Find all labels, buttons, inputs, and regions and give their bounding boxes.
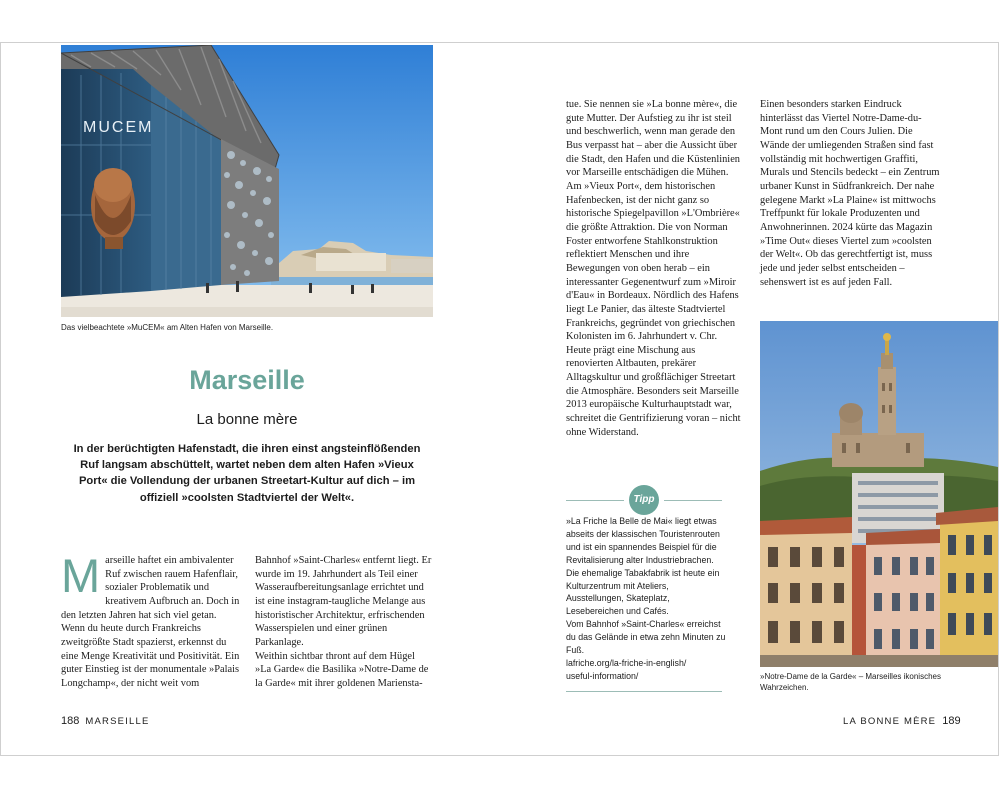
tip-paragraph-1: »La Friche la Belle de Mai« liegt etwas abseits der klassischen Touristenrouten und ist ein spannendes Beispiel für die Revitalisierung alter Industriebrachen. Die ehemalige Tabakfabrik ist heute ein Kulturzentrum mit Ateliers, Ausstellungen, Skateplatz, Lesebereichen und Cafés. xyxy=(566,516,720,617)
left-running-head: MARSEILLE xyxy=(85,716,150,727)
right-running-head: LA BONNE MÈRE xyxy=(843,716,937,727)
body-column-2-paragraph-1: Bahnhof »Saint-Charles« entfernt liegt. Er wurde im 19. Jahrhundert als Teil einer Wasseraufbereitungsanlage errichtet und ist eine instagram-taugliche Melange aus historistischer Architektur, erfrischenden Wasserspielen und einer grünen Parkanlage. xyxy=(255,555,432,648)
book-spread xyxy=(0,42,999,756)
body-column-1-text: arseille haftet ein ambivalenter Ruf zwischen rauem Hafenflair, sozialer Problematik und kreativem Aufbruch an. Doch in den letzten Jahren hat sich viel getan. Wenn du heute durch Frankreichs zweitgrößte Stadt spazierst, erkennst du eine Menge Kreativität und Positivität. Ein guter Einstieg ist der monumentale »Palais Longchamp«, der nicht weit vom xyxy=(61,555,240,689)
tip-rule-left xyxy=(566,500,624,501)
notre-dame-illustration xyxy=(760,321,998,667)
mucem-photo xyxy=(61,45,433,317)
right-folio xyxy=(843,715,967,727)
tip-rule-right xyxy=(664,500,722,501)
notre-dame-photo-caption: »Notre-Dame de la Garde« – Marseilles ikonisches Wahrzeichen. xyxy=(760,672,941,692)
chapter-intro: In der berüchtigten Hafenstadt, die ihren einst angsteinflößenden Ruf langsam abschüttelt, wartet neben dem alten Hafen »Vieux Port« die Vollendung der urbanen Streetart-Kultur auf dich – im offiziell »coolsten Stadtviertel der Welt«. xyxy=(73,443,421,504)
drop-cap: M xyxy=(61,549,101,602)
body-column-4-paragraph: Einen besonders starken Eindruck hinterlässt das Viertel Notre-Dame-du-Mont rund um den Cours Julien. Die Wände der umliegenden Straßen sind fast vollständig mit hochwertigen Graffiti, Murals und Stencils bedeckt – ein Zentrum urbaner Kunst in Südfrankreich. Der nahe gelegene Markt »La Plaine« ist mittwochs Treffpunkt für lokale Produzenten und Anwohnerinnen. 2024 kürte das Magazin »Time Out« dieses Viertel zum »coolsten der Welt«. Ob das gerechtfertigt ist, muss jede und jeder selbst entscheiden – sehenswert ist es auf jeden Fall. xyxy=(760,99,940,288)
right-page-number: 189 xyxy=(942,715,961,727)
mucem-photo-caption: Das vielbeachtete »MuCEM« am Alten Hafen von Marseille. xyxy=(61,323,274,332)
tip-box-text xyxy=(566,515,726,683)
museum-sign: MUCEM xyxy=(83,119,154,136)
tip-link-line-1: lafriche.org/la-friche-in-english/ xyxy=(566,657,687,668)
notre-dame-photo xyxy=(760,321,998,667)
body-column-3 xyxy=(566,98,744,439)
left-page-number: 188 xyxy=(61,715,80,727)
chapter-title: Marseille xyxy=(189,365,305,395)
body-column-1 xyxy=(61,549,241,691)
body-column-3-paragraph-1: tue. Sie nennen sie »La bonne mère«, die gute Mutter. Der Aufstieg zu ihr ist steil und beschwerlich, wenn man gerade den Bus verpasst hat – aber die Aussicht über die Stadt, den Hafen und die Küstenlinien vor Marseille entschädigen die Mühen. xyxy=(566,99,741,179)
body-column-3-paragraph-2: Am »Vieux Port«, dem historischen Hafenbecken, ist der nicht ganz so historische Spiegelpavillon »L'Ombrière« die größte Attraktion. Die von Norman Foster entworfene Stahlkonstruktion reflektiert Menschen und ihre Bewegungen von oben herab – ein interessanter Gegenentwurf zum »Miroir d'Eau« in Bordeaux. Nördlich des Hafens liegt Le Panier, das älteste Stadtviertel Frankreichs, gegründet von griechischen Kolonisten im 6. Jahrhundert v. Chr. Heute prägt eine Mischung aus renovierten Altbauten, prekärer Alltagskultur und großflächiger Streetart die Atmosphäre. Besonders seit Marseille 2013 europäische Kulturhauptstadt war, schreitet die Gentrifizierung voran – nicht ohne Widerstand. xyxy=(566,180,741,438)
tip-link-line-2: useful-information/ xyxy=(566,670,639,681)
chapter-subtitle: La bonne mère xyxy=(196,411,298,428)
left-folio xyxy=(55,715,150,727)
mucem-illustration xyxy=(61,45,433,317)
body-column-2-paragraph-2: Weithin sichtbar thront auf dem Hügel »La Garde« die Basilika »Notre-Dame de la Garde« mit ihrer goldenen Mariensta- xyxy=(255,650,429,689)
tip-header xyxy=(566,485,722,517)
body-column-2 xyxy=(255,554,433,691)
tip-badge: Tipp xyxy=(629,485,659,515)
tip-paragraph-2: Vom Bahnhof »Saint-Charles« erreichst du das Gelände in etwa zehn Minuten zu Fuß. xyxy=(566,619,726,656)
tip-rule-bottom xyxy=(566,691,722,692)
body-column-4 xyxy=(760,98,940,289)
